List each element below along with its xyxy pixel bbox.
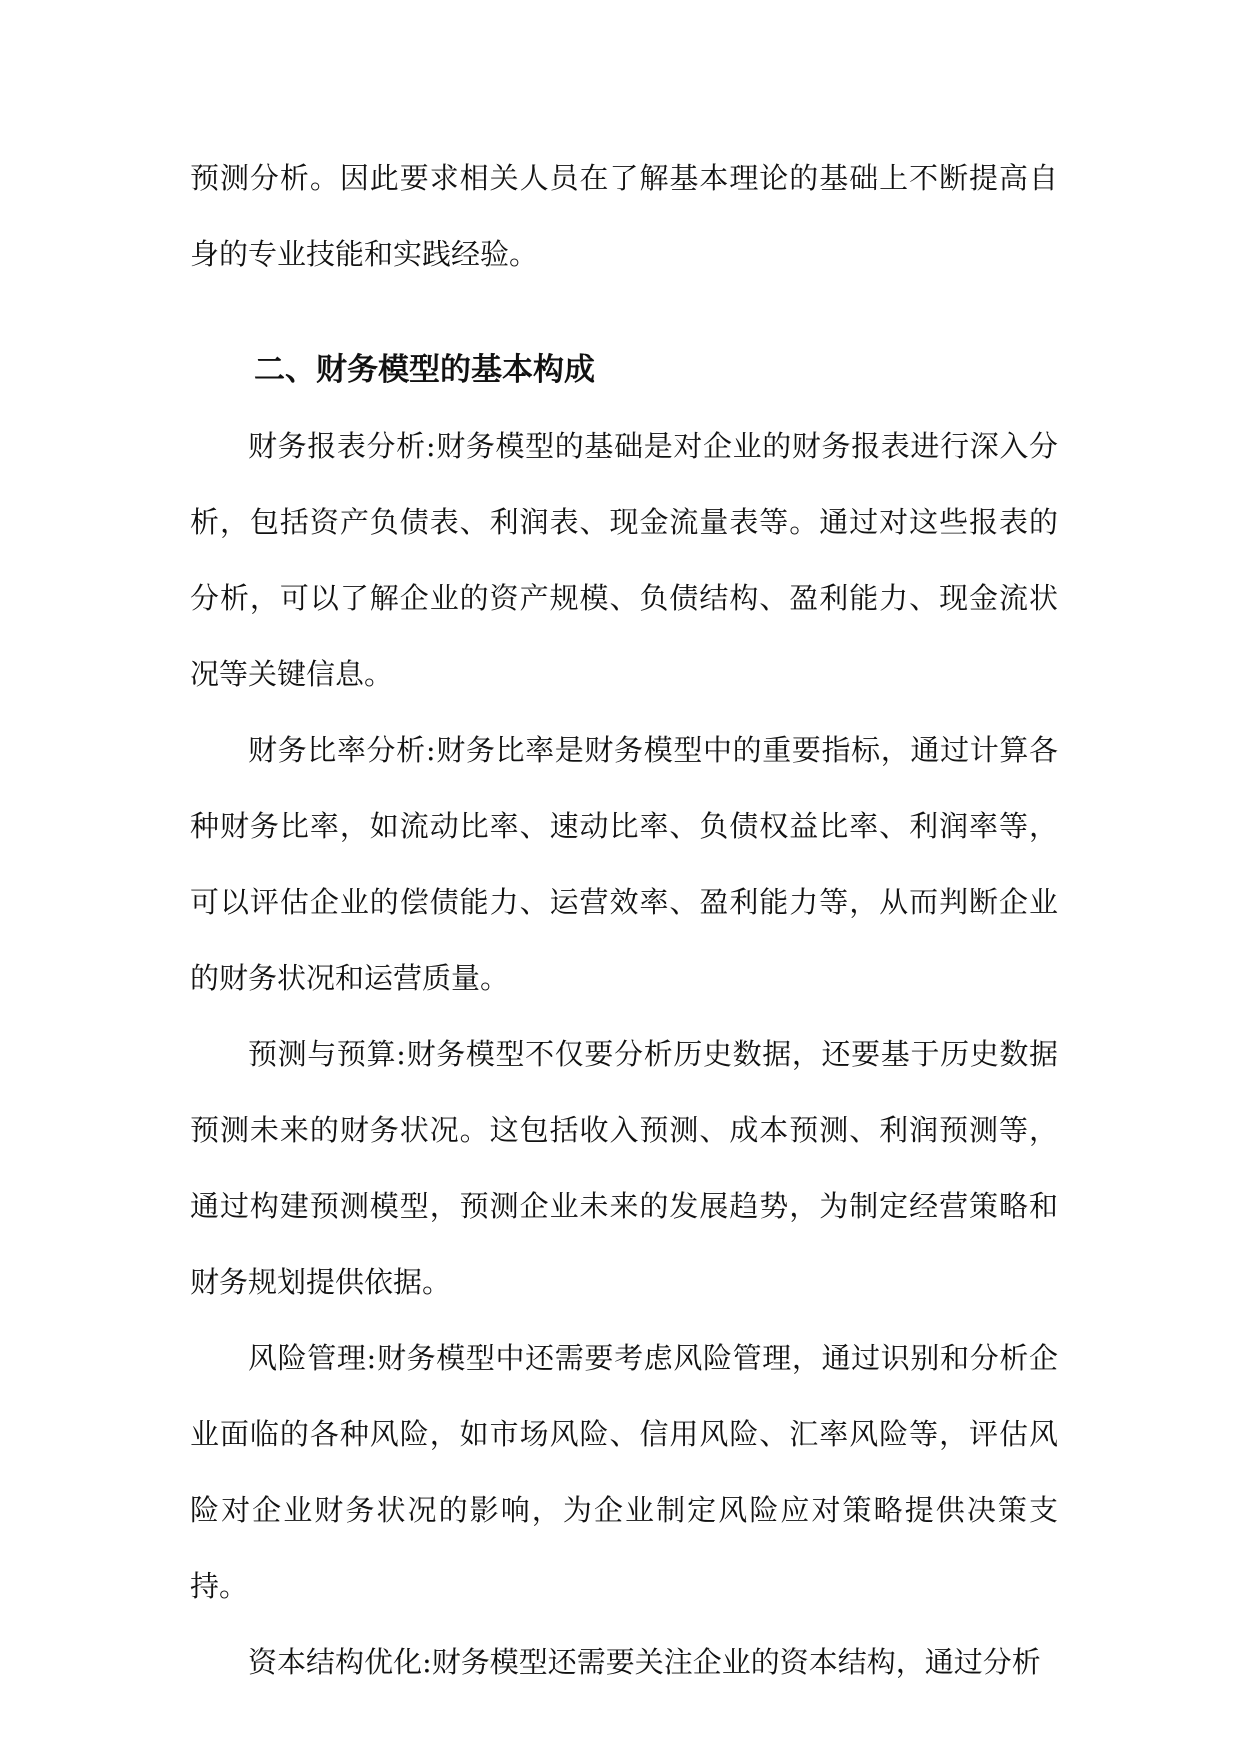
continued-paragraph: 预测分析。因此要求相关人员在了解基本理论的基础上不断提高自身的专业技能和实践经验。 [190, 161, 1058, 271]
paragraph-risk-management [190, 1320, 1058, 1624]
paragraph-text: 财务模型的基础是对企业的财务报表进行深入分析，包括资产负债表、利润表、现金流量表等。通过对这些报表的分析，可以了解企业的资产规模、负债结构、盈利能力、现金流状况等关键信息。 [190, 429, 1058, 691]
paragraph-text: 财务比率是财务模型中的重要指标，通过计算各种财务比率，如流动比率、速动比率、负债权益比率、利润率等，可以评估企业的偿债能力、运营效率、盈利能力等，从而判断企业的财务状况和运营质量。 [190, 733, 1058, 995]
paragraph-forecast-and-budget [190, 1016, 1058, 1320]
paragraph-capital-structure-optimization [190, 1624, 1058, 1700]
document-body [190, 140, 1058, 1700]
paragraph-financial-statement-analysis [190, 408, 1058, 712]
paragraph-term: 财务比率分析: [248, 733, 436, 767]
paragraph-text: 财务模型不仅要分析历史数据，还要基于历史数据预测未来的财务状况。这包括收入预测、成本预测、利润预测等，通过构建预测模型，预测企业未来的发展趋势，为制定经营策略和财务规划提供依据。 [190, 1037, 1058, 1299]
section-heading: 二、财务模型的基本构成 [254, 352, 595, 388]
paragraph-text: 财务模型还需要关注企业的资本结构，通过分析 [431, 1645, 1041, 1679]
paragraph-term: 资本结构优化: [248, 1645, 432, 1679]
paragraph-term: 风险管理: [248, 1341, 377, 1375]
paragraph-financial-ratio-analysis [190, 712, 1058, 1016]
paragraph-term: 财务报表分析: [248, 429, 436, 463]
paragraph-term: 预测与预算: [248, 1037, 406, 1071]
paragraph-text: 财务模型中还需要考虑风险管理，通过识别和分析企业面临的各种风险，如市场风险、信用风险、汇率风险等，评估风险对企业财务状况的影响，为企业制定风险应对策略提供决策支持。 [190, 1341, 1058, 1603]
